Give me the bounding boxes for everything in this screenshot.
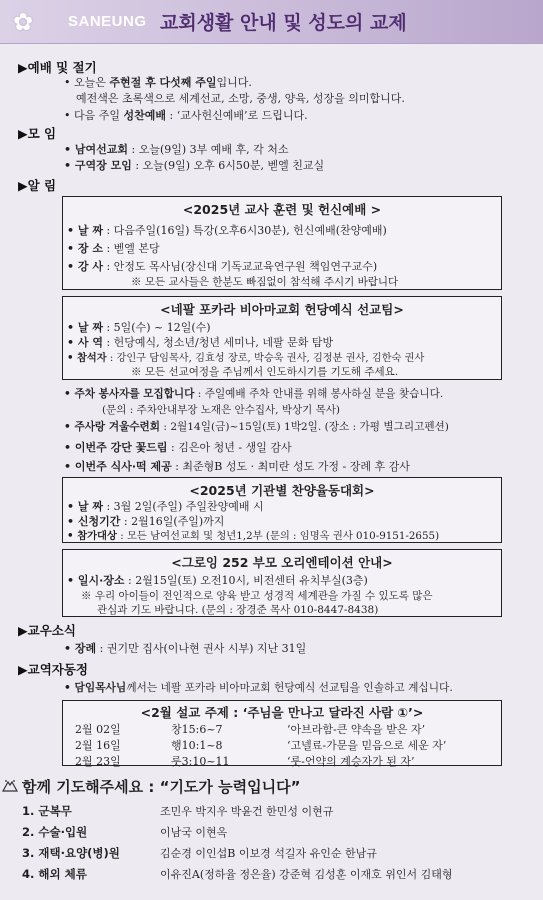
sermon-row-1-topic: ‘아브라함-큰 약속을 받은 자’ (287, 723, 426, 736)
worship-line-1-bold: 주현절 후 다섯째 주일 (109, 76, 217, 89)
growing-252-note-2: 관심과 기도 바랍니다. (문의 : 장경준 목사 010-8447-8438) (97, 604, 379, 616)
nepal-mission-date-label: • 날 짜 (67, 321, 103, 334)
sermon-row-1-ref: 창15:6~7 (171, 723, 223, 736)
prayer-item-2-label: 2. 수술·입원 (22, 825, 88, 839)
ministers-heading: ▶교역자동정 (18, 662, 88, 677)
worship-line-3 (64, 107, 308, 123)
altar-flowers-label: • 이번주 강단 꽃드림 (64, 441, 168, 454)
teacher-training-speaker-text: : 안정도 목사님(장신대 기독교교육연구원 책임연구교수) (102, 260, 378, 273)
prayer-item-4-label: 4. 해외 체류 (22, 867, 87, 881)
flower-logo-icon: ✿ (12, 8, 34, 36)
teacher-training-speaker-label: • 강 사 (67, 260, 103, 273)
worship-line-1-pre: • 오늘은 (64, 76, 110, 89)
worship-line-1-post: 입니다. (216, 76, 252, 89)
altar-flowers-text: : 김은아 청년 - 생일 감사 (167, 441, 292, 454)
altar-flowers (64, 439, 292, 455)
sermon-schedule-title: <2월 설교 주제 : ‘주님을 만나고 달라진 사람 ①’> (140, 705, 424, 720)
sermon-row-3-ref: 룻3:10~11 (171, 755, 230, 768)
meal-provision (64, 458, 410, 474)
nepal-mission-attendees-text: : 강인구 담임목사, 김효성 장로, 박승욱 권사, 김정분 권사, 김한숙 권사 (106, 353, 425, 364)
condolence-text: : 권기만 집사(이나현 권사 시부) 지난 31일 (96, 642, 307, 655)
teacher-training-box (62, 196, 502, 290)
prayer-item-2-names: 이남국 이현옥 (160, 826, 228, 839)
winter-retreat-label: • 주사랑 겨울수련회 (64, 421, 161, 433)
praise-contest-period-text: : 2월16일(주일)까지 (120, 515, 225, 528)
page-title: 교회생활 안내 및 성도의 교제 (160, 12, 407, 34)
nepal-mission-ministry-text: : 헌당예식, 청소년/청년 세미나, 네팔 문화 탐방 (102, 336, 334, 349)
nepal-mission-ministry (67, 334, 333, 350)
praying-hands-icon (0, 778, 20, 794)
worship-line-1 (64, 74, 252, 90)
nepal-mission-title: <네팔 포카라 비아마교회 헌당예식 선교팀> (160, 302, 404, 317)
prayer-item-1-label: 1. 군복무 (22, 804, 72, 818)
growing-252-datetime-label: • 일시·장소 (67, 574, 125, 587)
sermon-schedule-box (62, 700, 502, 766)
teacher-training-place-text: : 벧엘 본당 (102, 242, 160, 255)
meeting-item-2-text: : 오늘(9일) 오후 6시50분, 벧엘 친교실 (131, 159, 325, 172)
praise-contest-target-label: • 참가대상 (67, 530, 117, 542)
condolence-heading: ▶교우소식 (18, 623, 76, 638)
teacher-training-place (67, 240, 160, 256)
meeting-item-1 (64, 141, 289, 157)
notice-heading: ▶알 림 (18, 178, 57, 193)
praise-contest-box (62, 477, 502, 543)
nepal-mission-date (67, 319, 211, 335)
praise-contest-period-label: • 신청기간 (67, 515, 121, 528)
teacher-training-speaker (67, 258, 377, 274)
sermon-row-2-topic: ‘고넬료-가문을 믿음으로 세운 자’ (287, 739, 447, 752)
condolence-label: • 장례 (64, 642, 97, 655)
meeting-item-1-text: : 오늘(9일) 3부 예배 후, 각 처소 (128, 143, 289, 156)
sermon-row-3-date: 2월 23일 (75, 755, 121, 768)
ministers-item (64, 680, 453, 695)
ministers-text: 께서는 네팔 포카라 비아마교회 헌당예식 선교팀을 인솔하고 계십니다. (126, 681, 453, 694)
growing-252-box (62, 549, 502, 617)
teacher-training-note: ※ 모든 교사들은 한분도 빠짐없이 참석해 주시기 바랍니다 (131, 276, 399, 288)
sermon-row-3-topic: ‘룻-언약의 계승자가 된 자’ (287, 755, 415, 768)
parking-volunteer-label: • 주차 봉사자를 모집합니다 (64, 388, 195, 400)
nepal-mission-attendees (67, 349, 424, 364)
growing-252-note-1: ※ 우리 아이들이 전인적으로 양육 받고 성경적 세계관을 가질 수 있도록 많은 (81, 590, 433, 602)
condolence-item (64, 640, 306, 656)
sermon-row-2-ref: 행10:1~8 (171, 739, 223, 752)
nepal-mission-ministry-label: • 사 역 (67, 336, 103, 349)
teacher-training-date-text: : 다음주일(16일) 특강(오후6시30분), 헌신예배(찬양예배) (102, 224, 387, 237)
praise-contest-date-text: : 3월 2일(주일) 주일찬양예배 시 (102, 500, 264, 513)
growing-252-datetime (67, 572, 368, 588)
teacher-training-date-label: • 날 짜 (67, 224, 103, 237)
meal-provision-text: : 최준형B 성도 · 최미란 성도 가정 - 장례 후 감사 (171, 460, 410, 473)
meeting-item-2 (64, 157, 324, 173)
worship-heading: ▶예배 및 절기 (18, 60, 97, 75)
worship-line-3-post: : ‘교사헌신예배’로 드립니다. (166, 109, 308, 122)
nepal-mission-box (62, 296, 502, 380)
prayer-item-4-names: 이유진A(정하율 정은율) 강준혁 김성훈 이재호 위인서 김태형 (160, 868, 453, 881)
meal-provision-label: • 이번주 식사·떡 제공 (64, 460, 172, 473)
prayer-item-1-names: 조민우 박지우 박윤건 한민성 이현규 (160, 805, 334, 818)
teacher-training-date (67, 222, 387, 238)
meeting-heading: ▶모 임 (18, 126, 57, 141)
nepal-mission-date-text: : 5일(수) ~ 12일(수) (102, 321, 211, 334)
praise-contest-target (67, 527, 439, 542)
praise-contest-target-text: : 모든 남여선교회 및 청년1,2부 (문의 : 임명옥 권사 010-9151-2655) (116, 530, 440, 542)
parking-volunteer (64, 386, 443, 401)
nepal-mission-note: ※ 모든 선교여정을 주님께서 인도하시기를 기도해 주세요. (131, 366, 399, 378)
worship-line-3-pre: • 다음 주일 (64, 109, 124, 122)
growing-252-datetime-text: : 2월15일(토) 오전10시, 비전센터 유치부실(3층) (124, 574, 368, 587)
sermon-row-1-date: 2월 02일 (75, 723, 121, 736)
growing-252-title: <그로잉 252 부모 오리엔테이션 안내> (171, 555, 393, 570)
prayer-item-3-names: 김순경 이인섭B 이보경 석길자 유인순 한남규 (160, 847, 377, 860)
winter-retreat-text: : 2월14일(금)~15일(토) 1박2일. (장소 : 가평 별그리고펜션) (160, 421, 449, 433)
prayer-heading: 함께 기도해주세요 : “기도가 능력입니다” (22, 778, 301, 796)
worship-line-2: 예전색은 초록색으로 세계선교, 소망, 중생, 양육, 성장을 의미합니다. (76, 92, 405, 105)
prayer-item-3-label: 3. 재택·요양(병)원 (22, 846, 120, 860)
meeting-item-2-label: • 구역장 모임 (64, 159, 132, 172)
parking-volunteer-text: : 주일예배 주차 안내를 위해 봉사하실 분을 찾습니다. (194, 388, 444, 400)
teacher-training-place-label: • 장 소 (67, 242, 103, 255)
praise-contest-date-label: • 날 짜 (67, 500, 103, 513)
nepal-mission-attendees-label: • 참석자 (67, 353, 107, 364)
meeting-item-1-label: • 남여선교회 (64, 143, 128, 156)
praise-contest-title: <2025년 기관별 찬양율동대회> (189, 483, 375, 498)
worship-line-3-bold: 성찬예배 (123, 109, 166, 122)
ministers-label: • 담임목사님 (64, 681, 127, 694)
teacher-training-title: <2025년 교사 훈련 및 헌신예배 > (182, 202, 382, 217)
praise-contest-date (67, 498, 264, 514)
logo-text: SANEUNG (68, 13, 147, 30)
parking-volunteer-note: (문의 : 주차안내부장 노재은 안수집사, 박상기 목사) (102, 404, 340, 416)
header-banner (0, 0, 543, 44)
sermon-row-2-date: 2월 16일 (75, 739, 121, 752)
winter-retreat (64, 419, 449, 434)
